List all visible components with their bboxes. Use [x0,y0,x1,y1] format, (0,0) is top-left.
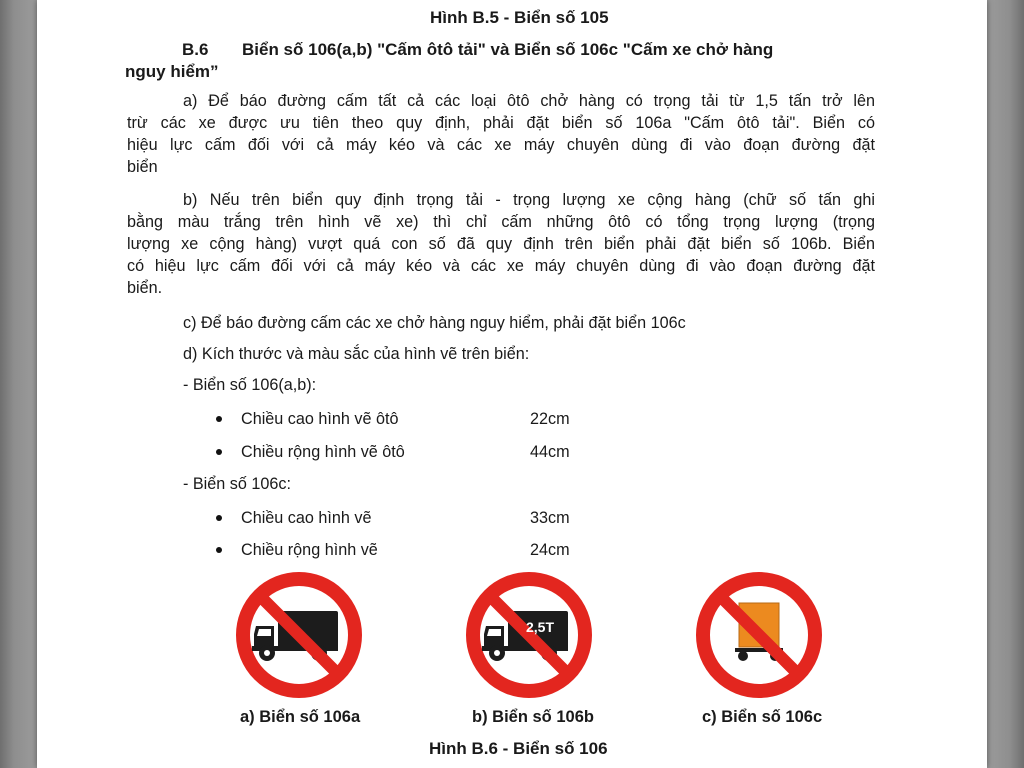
section-number: B.6 [182,40,209,59]
no-trucks-over-weight-sign-icon [464,570,594,700]
paragraph-b-line: bằng màu trắng trên hình vẽ xe) thì chỉ cấm những ôtô có tổng trọng lượng (trọng [127,213,875,231]
paragraph-b-line: có hiệu lực cấm đối với cả máy kéo và các xe máy chuyên dùng đi vào đoạn đường đặt [127,257,875,275]
document-page[interactable] [37,0,987,768]
dimension-label: Chiều cao hình vẽ [241,509,372,527]
sign-label-106b: b) Biển số 106b [472,708,594,726]
sign-weight-text: 2,5T [525,619,555,635]
bullet-icon [216,449,222,455]
paragraph-a-line: biển [127,158,158,176]
paragraph-c: c) Để báo đường cấm các xe chở hàng nguy hiểm, phải đặt biển 106c [183,314,686,332]
bullet-icon [216,547,222,553]
dimension-value: 44cm [530,443,570,461]
no-trucks-sign-icon [234,570,364,700]
bullet-icon [216,515,222,521]
dimension-label: Chiều rộng hình vẽ [241,541,378,559]
paragraph-a-line: hiệu lực cấm đối với cả máy kéo và các xe máy chuyên dùng đi vào đoạn đường đặt [127,136,875,154]
dimension-value: 22cm [530,410,570,428]
figure-b5-caption: Hình B.5 - Biển số 105 [430,8,609,27]
paragraph-b-line: biển. [127,279,163,297]
bullet-icon [216,416,222,422]
sign-label-106a: a) Biển số 106a [240,708,361,726]
dimension-label: Chiều rộng hình vẽ ôtô [241,443,405,461]
paragraph-b-line: b) Nếu trên biển quy định trọng tải - trọng lượng xe cộng hàng (chữ số tấn ghi [183,191,875,209]
paragraph-d: d) Kích thước và màu sắc của hình vẽ trên biển: [183,345,530,363]
paragraph-b-line: lượng xe cộng hàng) vượt quá con số đã quy định trên biển phải đặt biển số 106b. Biển [127,235,875,253]
dimension-value: 33cm [530,509,570,527]
sub-heading-106c: - Biển số 106c: [183,475,291,493]
no-hazardous-cargo-sign-icon [694,570,824,700]
dimension-label: Chiều cao hình vẽ ôtô [241,410,399,428]
section-title-line2: nguy hiểm” [125,62,219,81]
sign-label-106c: c) Biển số 106c [702,708,823,726]
figure-b6-caption: Hình B.6 - Biển số 106 [429,739,608,758]
paragraph-a-line: trừ các xe được ưu tiên theo quy định, phải đặt biển số 106a "Cấm ôtô tải". Biển có [127,114,875,132]
dimension-value: 24cm [530,541,570,559]
sub-heading-106ab: - Biển số 106(a,b): [183,376,317,394]
paragraph-a-line: a) Để báo đường cấm tất cả các loại ôtô chở hàng có trọng tải từ 1,5 tấn trở lên [183,92,875,110]
section-title-line1: Biển số 106(a,b) "Cấm ôtô tải" và Biển số 106c "Cấm xe chở hàng [242,40,774,59]
